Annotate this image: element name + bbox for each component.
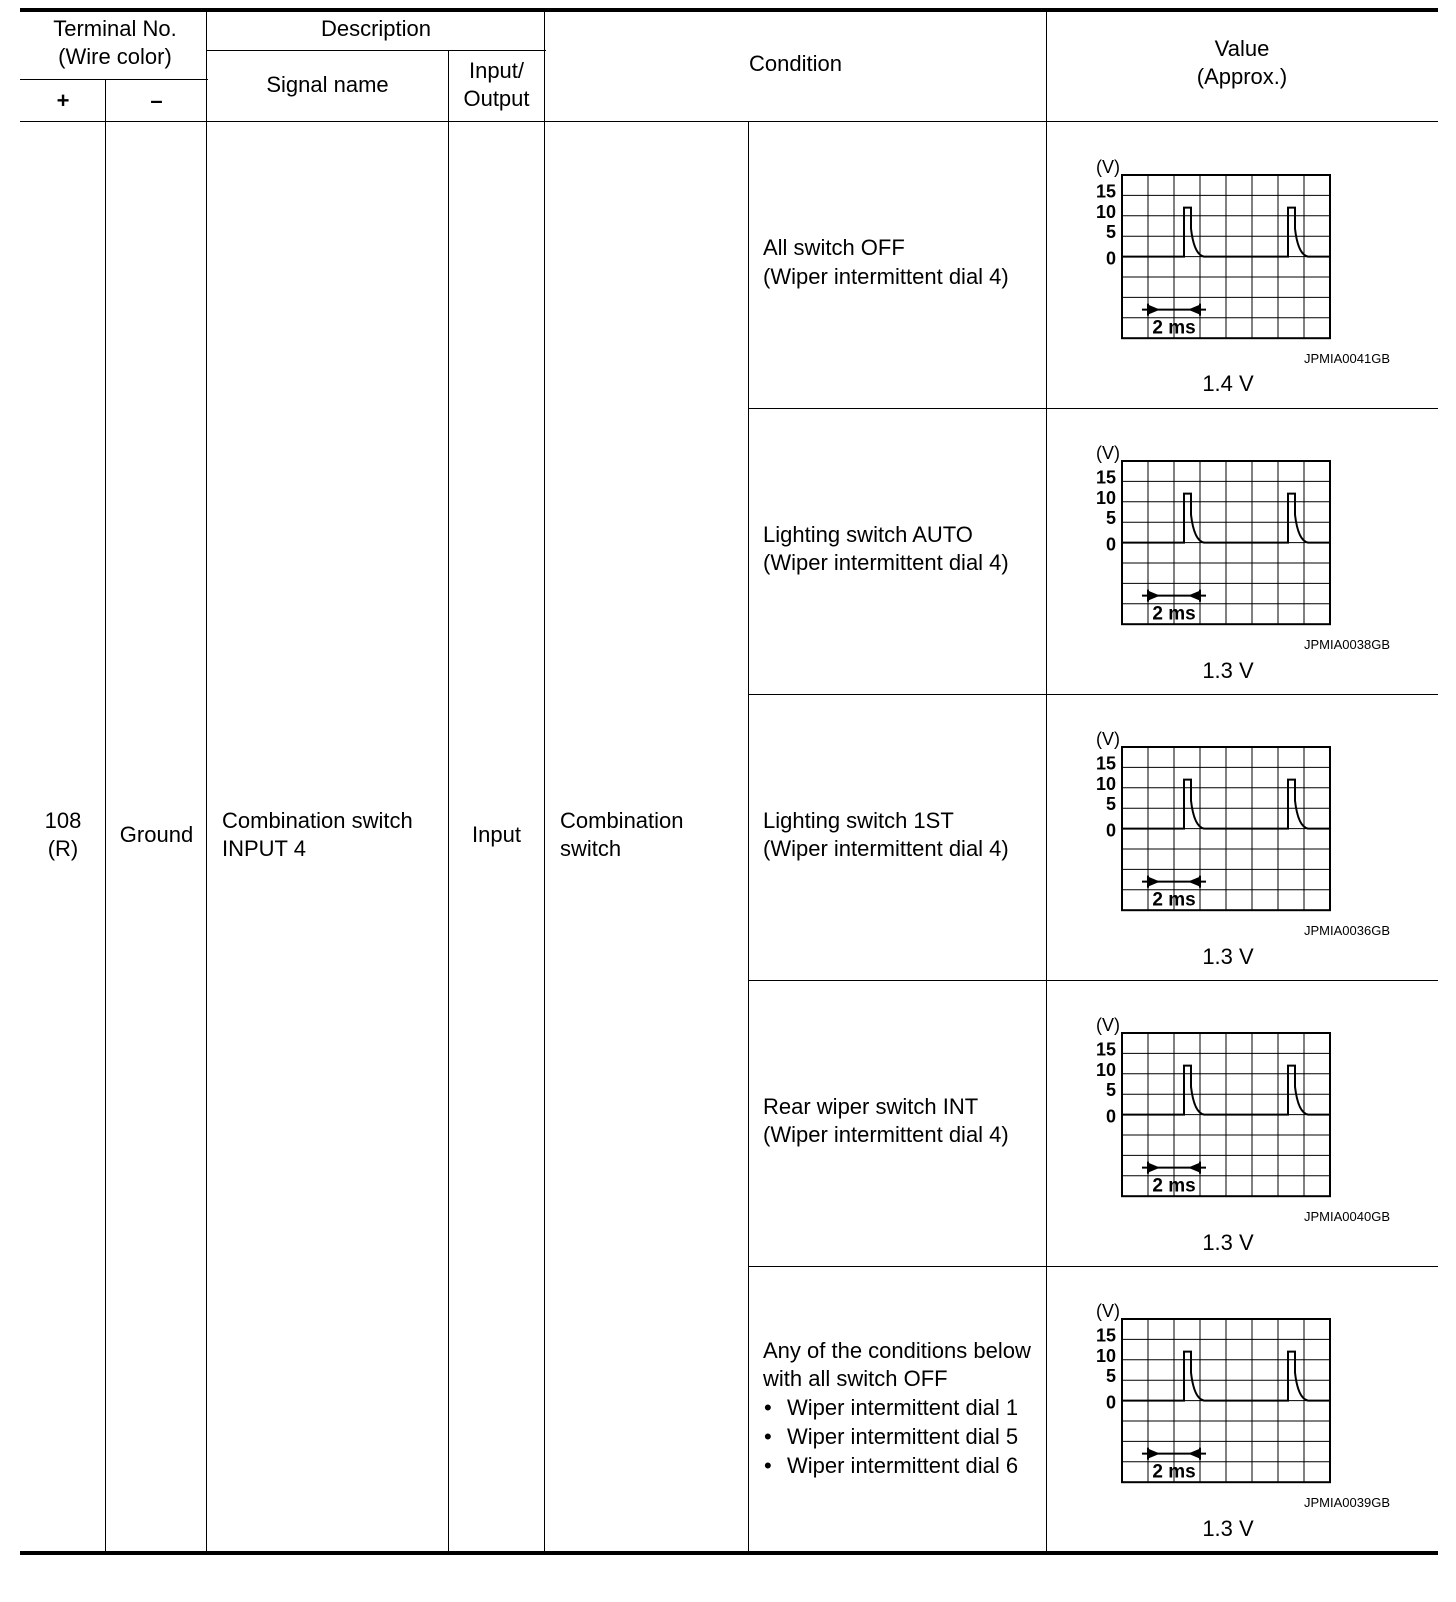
- bullet-dot-1: •: [764, 1395, 772, 1420]
- condition-1-line1: All switch OFF: [763, 235, 905, 260]
- time-marker-arrow: [1188, 1163, 1200, 1173]
- y-tick-label: 5: [1105, 1080, 1116, 1101]
- y-tick-label: 10: [1095, 201, 1116, 222]
- header-rule-terminal: [20, 79, 208, 80]
- y-tick-label: 5: [1105, 222, 1116, 243]
- figure-code-5: JPMIA0039GB: [1304, 1495, 1390, 1510]
- unit-label: (V): [1096, 729, 1120, 749]
- time-marker-arrow: [1148, 591, 1160, 601]
- terminal-number: 108: [44, 808, 82, 833]
- y-tick-label: 10: [1095, 1059, 1116, 1080]
- header-rule-desc: [206, 50, 546, 51]
- y-tick-label: 10: [1095, 1345, 1116, 1366]
- condition-5-bullet-2: Wiper intermittent dial 5: [787, 1424, 1019, 1449]
- col-divider-signal: [206, 10, 207, 1552]
- col-divider-value: [1046, 10, 1047, 1552]
- value-5: 1.3 V: [1202, 1516, 1254, 1541]
- header-wire-color: (Wire color): [58, 44, 172, 69]
- y-tick-label: 5: [1105, 1366, 1116, 1387]
- condition-3-line1: Lighting switch 1ST: [763, 808, 954, 833]
- bullet-dot-3: •: [764, 1453, 772, 1478]
- wire-color: (R): [47, 836, 79, 861]
- condition-5-line2: with all switch OFF: [763, 1366, 948, 1391]
- header-terminal-no: Terminal No.: [53, 16, 177, 41]
- y-tick-label: 0: [1105, 820, 1116, 841]
- unit-label: (V): [1096, 1301, 1120, 1321]
- y-tick-label: 10: [1095, 487, 1116, 508]
- time-marker-arrow: [1148, 305, 1160, 315]
- header-description: Description: [320, 16, 432, 41]
- col-divider-subcondition: [748, 122, 749, 1552]
- col-divider-io: [448, 51, 449, 1552]
- time-label: 2 ms: [1152, 1461, 1196, 1483]
- condition-4-line2: (Wiper intermittent dial 4): [763, 1122, 1009, 1147]
- header-signal-name: Signal name: [266, 72, 389, 97]
- y-tick-label: 10: [1095, 773, 1116, 794]
- condition-main-line1: Combination: [560, 808, 684, 833]
- header-io-line2: Output: [463, 86, 530, 111]
- value-1: 1.4 V: [1202, 371, 1254, 396]
- time-label: 2 ms: [1152, 889, 1196, 911]
- time-marker-arrow: [1148, 1449, 1160, 1459]
- time-marker-arrow: [1188, 591, 1200, 601]
- time-marker-arrow: [1148, 1163, 1160, 1173]
- y-tick-label: 15: [1095, 1325, 1116, 1346]
- y-tick-label: 5: [1105, 508, 1116, 529]
- minus-terminal: Ground: [119, 822, 194, 847]
- io-value: Input: [472, 822, 521, 847]
- value-3: 1.3 V: [1202, 944, 1254, 969]
- header-plus: +: [56, 88, 70, 113]
- time-marker-arrow: [1188, 305, 1200, 315]
- time-label: 2 ms: [1152, 1175, 1196, 1197]
- value-2: 1.3 V: [1202, 658, 1254, 683]
- condition-3-line2: (Wiper intermittent dial 4): [763, 836, 1009, 861]
- condition-2-line2: (Wiper intermittent dial 4): [763, 550, 1009, 575]
- y-tick-label: 0: [1105, 248, 1116, 269]
- condition-4-line1: Rear wiper switch INT: [763, 1094, 979, 1119]
- header-value-line1: Value: [1214, 36, 1270, 61]
- time-label: 2 ms: [1152, 317, 1196, 339]
- signal-name-line1: Combination switch: [222, 808, 413, 833]
- unit-label: (V): [1096, 157, 1120, 177]
- y-tick-label: 15: [1095, 467, 1116, 488]
- condition-5-bullet-1: Wiper intermittent dial 1: [787, 1395, 1019, 1420]
- y-tick-label: 5: [1105, 794, 1116, 815]
- figure-code-2: JPMIA0038GB: [1304, 637, 1390, 652]
- condition-5-bullet-3: Wiper intermittent dial 6: [787, 1453, 1019, 1478]
- header-minus: –: [150, 88, 163, 113]
- y-tick-label: 15: [1095, 1039, 1116, 1060]
- time-marker-arrow: [1188, 877, 1200, 887]
- bullet-dot-2: •: [764, 1424, 772, 1449]
- figure-code-3: JPMIA0036GB: [1304, 923, 1390, 938]
- y-tick-label: 15: [1095, 753, 1116, 774]
- header-condition: Condition: [749, 51, 842, 76]
- time-marker-arrow: [1188, 1449, 1200, 1459]
- value-4: 1.3 V: [1202, 1230, 1254, 1255]
- table-top-rule: [20, 8, 1438, 12]
- header-io-line1: Input/: [468, 58, 525, 83]
- figure-code-4: JPMIA0040GB: [1304, 1209, 1390, 1224]
- y-tick-label: 0: [1105, 1106, 1116, 1127]
- condition-5-line1: Any of the conditions below: [763, 1338, 1031, 1363]
- y-tick-label: 0: [1105, 534, 1116, 555]
- condition-2-line1: Lighting switch AUTO: [763, 522, 973, 547]
- header-bottom-rule: [20, 121, 1438, 122]
- figure-code-1: JPMIA0041GB: [1304, 351, 1390, 366]
- condition-main-line2: switch: [560, 836, 622, 861]
- y-tick-label: 15: [1095, 181, 1116, 202]
- condition-1-line2: (Wiper intermittent dial 4): [763, 264, 1009, 289]
- y-tick-label: 0: [1105, 1392, 1116, 1413]
- signal-name-line2: INPUT 4: [222, 836, 306, 861]
- unit-label: (V): [1096, 1015, 1120, 1035]
- unit-label: (V): [1096, 443, 1120, 463]
- time-label: 2 ms: [1152, 603, 1196, 625]
- col-divider-condition: [544, 10, 545, 1552]
- header-value-line2: (Approx.): [1196, 64, 1288, 89]
- time-marker-arrow: [1148, 877, 1160, 887]
